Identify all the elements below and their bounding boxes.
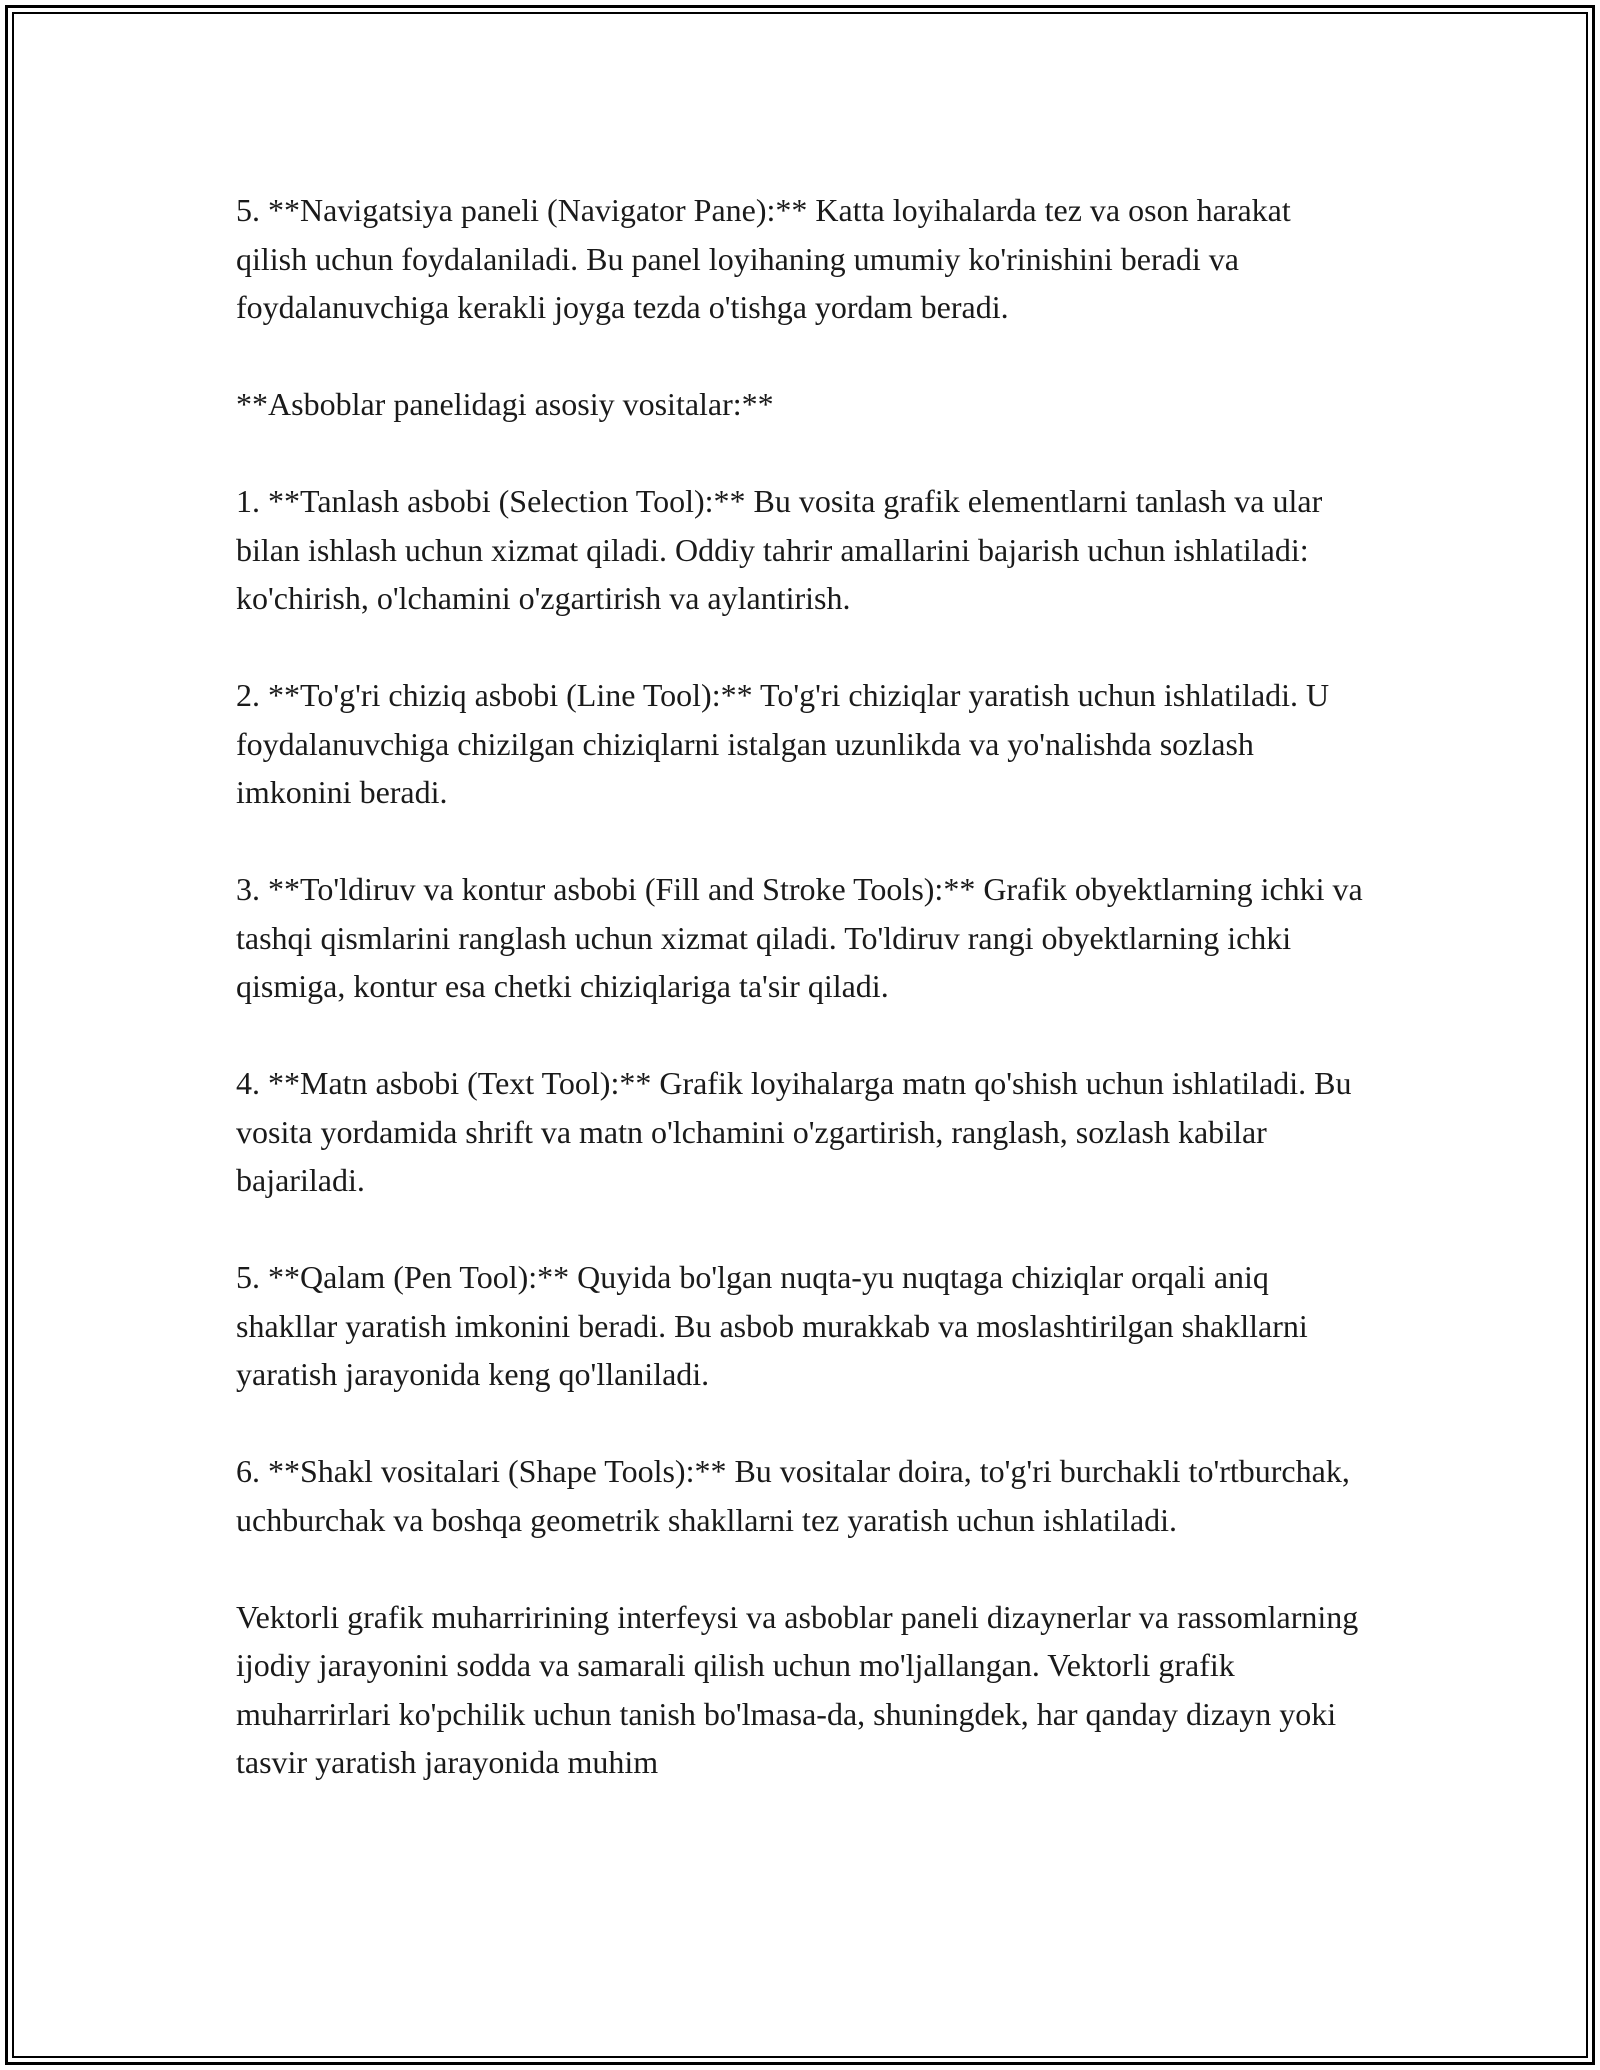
paragraph-line-tool: 2. **To'g'ri chiziq asbobi (Line Tool):** To'g'ri chiziqlar yaratish uchun ishlatiladi. U foydalanuvchiga chizilgan chiziqlarni istalgan uzunlikda va yo'nalishda sozlash imkonini beradi. [236,677,1330,810]
paragraph-selection-tool: 1. **Tanlash asbobi (Selection Tool):** Bu vosita grafik elementlarni tanlash va ular bilan ishlash uchun xizmat qiladi. Oddiy tahrir amallarini bajarish uchun ishlatiladi: ko'chirish, o'lchamini o'zgartirish va aylantirish. [236,483,1323,616]
paragraph-conclusion: Vektorli grafik muharririning interfeysi va asboblar paneli dizaynerlar va rassomlarning ijodiy jarayonini sodda va samarali qilish uchun mo'ljallangan. Vektorli grafik muharrirlari ko'pchilik uchun tanish bo'lmasa-da, shuningdek, har qanday dizayn yoki tasvir yaratish jarayonida muhim [236,1598,1359,1780]
heading-main-tools: **Asboblar panelidagi asosiy vositalar:** [236,386,774,422]
paragraph-fill-stroke-tools: 3. **To'ldiruv va kontur asbobi (Fill and Stroke Tools):** Grafik obyektlarning ichki va tashqi qismlarini ranglash uchun xizmat qiladi. To'ldiruv rangi obyektlarning ichki qismiga, kontur esa chetki chiziqlariga ta'sir qiladi. [236,871,1363,1004]
paragraph-pen-tool: 5. **Qalam (Pen Tool):** Quyida bo'lgan nuqta-yu nuqtaga chiziqlar orqali aniq shakllar yaratish imkonini beradi. Bu asbob murakkab va moslashtirilgan shakllarni yaratish jarayonida keng qo'llaniladi. [236,1259,1308,1392]
paragraph-navigator-pane: 5. **Navigatsiya paneli (Navigator Pane):** Katta loyihalarda tez va oson harakat qilish uchun foydalaniladi. Bu panel loyihaning umumiy ko'rinishini beradi va foydalanuvchiga kerakli joyga tezda o'tishga yordam beradi. [236,192,1291,325]
paragraph-shape-tools: 6. **Shakl vositalari (Shape Tools):** Bu vositalar doira, to'g'ri burchakli to'rtburchak, uchburchak va boshqa geometrik shakllarni tez yaratish uchun ishlatiladi. [236,1453,1350,1538]
document-body [236,186,1366,1787]
paragraph-text-tool: 4. **Matn asbobi (Text Tool):** Grafik loyihalarga matn qo'shish uchun ishlatiladi. Bu vosita yordamida shrift va matn o'lchamini o'zgartirish, ranglash, sozlash kabilar bajariladi. [236,1065,1352,1198]
